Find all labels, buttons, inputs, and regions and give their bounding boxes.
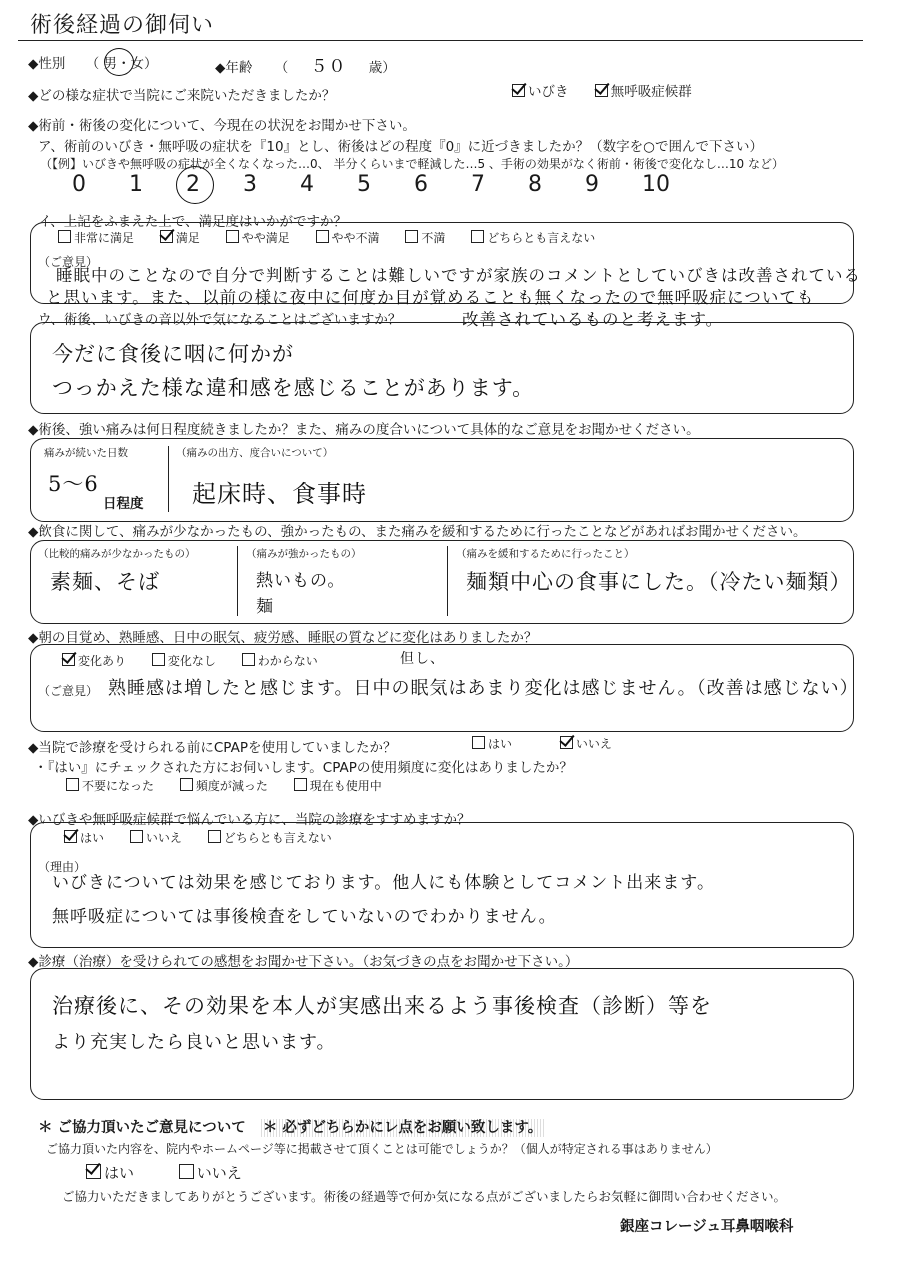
scale-selected-circle	[176, 166, 214, 204]
q5-opinion-value[interactable]: 熟睡感は増したと感じます。日中の眠気はあまり変化は感じません。（改善は感じない）	[108, 678, 859, 699]
checkbox-icon	[180, 778, 193, 791]
q1-opt-snoring[interactable]: いびき	[512, 80, 569, 100]
checkbox-icon	[208, 830, 221, 843]
scale-3[interactable]: 3	[243, 172, 257, 197]
cpap-still-using[interactable]: 現在も使用中	[294, 777, 382, 794]
timing-label: （痛みの出方、度合いについて）	[176, 447, 334, 459]
checkbox-icon	[86, 1164, 101, 1179]
checkbox-icon	[560, 736, 573, 749]
checkbox-icon	[242, 653, 255, 666]
checkbox-icon	[472, 736, 485, 749]
sat-somewhat-dissatisfied[interactable]: やや不満	[316, 229, 380, 246]
relief-label: （痛みを緩和するために行ったこと）	[456, 548, 635, 560]
clinic-name: 銀座コレージュ耳鼻咽喉科	[620, 1219, 794, 1235]
scale-9[interactable]: 9	[585, 172, 599, 197]
reason-label: （理由）	[38, 860, 87, 874]
q5-opinion-label: （ご意見）	[38, 684, 99, 698]
q5-opt-unchanged[interactable]: 変化なし	[152, 652, 216, 669]
scale-6[interactable]: 6	[414, 172, 428, 197]
q2-a-text: ア、術前のいびき・無呼吸の症状を『10』とし、術後はどの程度『0』に近づきましたか？（数字を○で囲んで下さい）	[38, 139, 763, 155]
q7-opt-neither[interactable]: どちらとも言えない	[208, 829, 332, 846]
q7-opt-no[interactable]: いいえ	[130, 829, 182, 846]
q5-note-small[interactable]: 但し、	[400, 651, 445, 667]
relief-value[interactable]: 麺類中心の食事にした。（冷たい麺類）	[466, 570, 852, 594]
scale-1[interactable]: 1	[129, 172, 143, 197]
gender-female[interactable]: 女	[130, 56, 144, 72]
q3-text: ◆術後、強い痛みは何日程度続きましたか？また、痛みの度合いについて具体的なご意見をお聞かせください。	[28, 422, 700, 438]
scale-2[interactable]: 2	[186, 172, 200, 197]
checkbox-icon	[66, 778, 79, 791]
checkbox-icon	[62, 653, 75, 666]
q4-divider-2	[447, 546, 448, 616]
sat-very-satisfied[interactable]: 非常に満足	[58, 229, 134, 246]
strong-label: （痛みが強かったもの）	[246, 548, 362, 560]
footer-heading-a: ＊ ご協力頂いたご意見について	[38, 1120, 246, 1136]
footer-heading-b: ＊ 必ずどちらかにレ点をお願い致します。	[262, 1120, 543, 1136]
checkbox-icon	[294, 778, 307, 791]
reason-line-2[interactable]: 無呼吸症については事後検査をしていないのでわかりません。	[52, 907, 557, 927]
q3-box	[30, 438, 854, 522]
cpap-less-frequent[interactable]: 頻度が減った	[180, 777, 268, 794]
footer-heading	[38, 1116, 544, 1137]
q6-opt-yes[interactable]: はい	[472, 735, 512, 752]
scale-5[interactable]: 5	[357, 172, 371, 197]
q1-opt-apnea[interactable]: 無呼吸症候群	[595, 80, 692, 100]
checkbox-icon	[64, 830, 77, 843]
q6-options	[472, 735, 634, 752]
sat-satisfied[interactable]: 満足	[160, 229, 200, 246]
q6-sub-text: ・『はい』にチェックされた方にお伺いします。CPAPの使用頻度に変化はありましたか？	[34, 760, 573, 776]
days-value[interactable]: 5～6	[48, 472, 99, 496]
cpap-not-needed[interactable]: 不要になった	[66, 777, 154, 794]
opinion-line-3[interactable]: 改善されているものと考えます。	[462, 310, 724, 329]
q2-scale	[72, 172, 699, 197]
q4-divider-1	[237, 546, 238, 616]
strong-line-1[interactable]: 熱いもの。	[256, 571, 346, 591]
q1-options	[512, 80, 714, 100]
days-unit: 日程度	[103, 496, 144, 512]
timing-value[interactable]: 起床時、食事時	[192, 480, 367, 508]
q7-options	[64, 829, 354, 846]
u-line-2[interactable]: つっかえた様な違和感を感じることがあります。	[52, 376, 535, 400]
q6-sub-options	[66, 777, 404, 794]
scale-4[interactable]: 4	[300, 172, 314, 197]
q5-options	[62, 652, 340, 669]
reason-line-1[interactable]: いびきについては効果を感じております。他人にも体験としてコメント出来ます。	[52, 873, 715, 893]
gender-male[interactable]: 男	[103, 56, 117, 72]
q6-opt-no[interactable]: いいえ	[560, 735, 612, 752]
checkbox-icon	[595, 84, 608, 97]
q2-i-text: イ、上記をふまえた上で、満足度はいかがですか？	[38, 214, 348, 230]
u-line-1[interactable]: 今だに食後に咽に何かが	[52, 342, 294, 366]
scale-7[interactable]: 7	[471, 172, 485, 197]
scale-10[interactable]: 10	[642, 172, 670, 197]
opinion-label: （ご意見）	[38, 255, 99, 269]
q2-heading: ◆術前・術後の変化について、今現在の状況をお聞かせ下さい。	[28, 118, 416, 134]
checkbox-icon	[179, 1164, 194, 1179]
title-underline	[18, 40, 863, 41]
checkbox-icon	[512, 84, 525, 97]
checkbox-icon	[152, 653, 165, 666]
q8-line-2[interactable]: より充実したら良いと思います。	[52, 1032, 336, 1053]
q7-opt-yes[interactable]: はい	[64, 829, 104, 846]
gender-label: ◆性別	[28, 56, 66, 72]
footer-opt-no[interactable]: いいえ	[179, 1162, 242, 1183]
less-label: （比較的痛みが少なかったもの）	[38, 548, 196, 560]
q4-text: ◆飲食に関して、痛みが少なかったもの、強かったもの、また痛みを緩和するために行ったことなどがあればお聞かせください。	[28, 524, 807, 540]
age-value[interactable]: ５０	[310, 57, 347, 77]
q7-text: ◆いびきや無呼吸症候群で悩んでいる方に、当院の診療をすすめますか？	[28, 812, 471, 828]
q8-text: ◆診療（治療）を受けられての感想をお聞かせ下さい。（お気づきの点をお聞かせ下さい。）	[28, 954, 579, 970]
q5-text: ◆朝の目覚め、熟睡感、日中の眠気、疲労感、睡眠の質などに変化はありましたか？	[28, 630, 538, 646]
footer-options	[86, 1162, 264, 1183]
scale-0[interactable]: 0	[72, 172, 86, 197]
q2-example: （【例】いびきや無呼吸の症状が全くなくなった…0、 半分くらいまで軽減した…5 、手術の効果がなく術前・術後で変化なし…10 など）	[40, 157, 784, 171]
age-row: ◆年齢 （ ５０ 歳）	[215, 57, 396, 77]
sat-dissatisfied[interactable]: 不満	[405, 229, 445, 246]
strong-line-2[interactable]: 麺	[256, 597, 274, 617]
sat-somewhat-satisfied[interactable]: やや満足	[226, 229, 290, 246]
q5-opt-unknown[interactable]: わからない	[242, 652, 318, 669]
q8-line-1[interactable]: 治療後に、その効果を本人が実感出来るよう事後検査（診断）等を	[52, 994, 712, 1018]
footer-thanks: ご協力いただきましてありがとうございます。術後の経過等で何か気になる点がございましたらお気軽に御問い合わせください。	[62, 1189, 787, 1204]
gender-row: ◆性別 （ 男・女）	[28, 56, 158, 72]
q1-text: ◆どの様な症状で当院にご来院いただきましたか？	[28, 88, 336, 104]
age-label: ◆年齢	[215, 60, 253, 76]
opinion-line-1[interactable]: 睡眠中のことなので自分で判断することは難しいですが家族のコメントとしていびきは改善されている	[56, 266, 861, 285]
scale-8[interactable]: 8	[528, 172, 542, 197]
footer-opt-yes[interactable]: はい	[86, 1162, 134, 1183]
sat-neither[interactable]: どちらとも言えない	[471, 229, 595, 246]
q2-u-text: ウ、術後、いびきの音以外で気になることはございますか？	[38, 312, 402, 328]
q6-text: ◆当院で診療を受けられる前にCPAPを使用していましたか？	[28, 740, 397, 756]
checkbox-icon	[130, 830, 143, 843]
gender-male-circle	[104, 48, 134, 76]
page-title: 術後経過の御伺い	[30, 13, 215, 38]
days-label: 痛みが続いた日数	[44, 447, 128, 459]
q3-divider	[168, 446, 169, 512]
footer-question: ご協力頂いた内容を、院内やホームページ等に掲載させて頂くことは可能でしょうか？（個人が特定される事はありません）	[46, 1142, 718, 1156]
q5-opt-changed[interactable]: 変化あり	[62, 652, 126, 669]
opinion-line-2[interactable]: と思います。また、以前の様に夜中に何度か目が覚めることも無くなったので無呼吸症についても	[46, 288, 815, 307]
less-value[interactable]: 素麺、そば	[50, 570, 160, 594]
